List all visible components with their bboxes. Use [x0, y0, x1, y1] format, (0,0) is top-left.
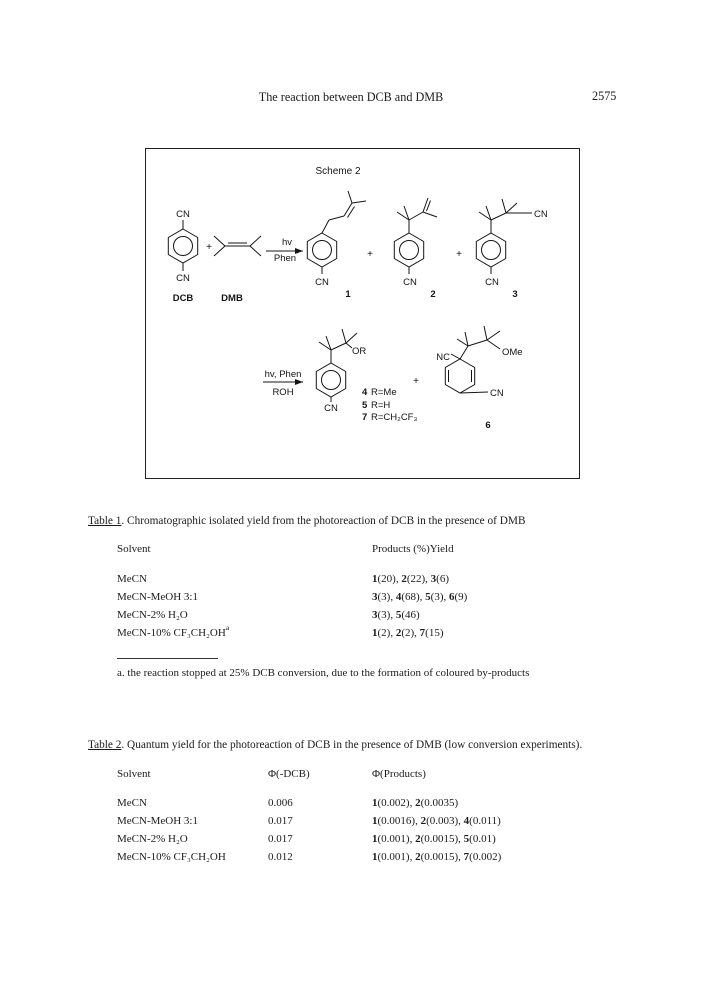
compound-number: 2: [420, 815, 427, 827]
table-row: [117, 830, 501, 848]
bond: [342, 329, 346, 343]
solvent-cell: [117, 812, 268, 830]
product-value: (0.002): [377, 797, 410, 809]
product-value: (0.011): [469, 815, 501, 827]
reaction-arrow-2: [263, 369, 303, 398]
bond: [468, 340, 487, 346]
table-1-caption-text: . Chromatographic isolated yield from the photoreaction of DCB in the presence of DMB: [121, 515, 526, 527]
products-cell: [372, 570, 467, 588]
bond: [344, 203, 352, 216]
compound-number: 6: [485, 420, 491, 431]
product-entry: [390, 591, 419, 603]
double-bond-line: [427, 201, 431, 212]
product-value: (0.001): [377, 851, 410, 863]
product-value: (2): [401, 627, 415, 639]
product-value: (15): [425, 627, 444, 639]
compound-number: 3: [430, 573, 437, 585]
column-header-products: Products (%)Yield: [372, 543, 454, 555]
bond: [214, 246, 225, 256]
product-entry: [372, 797, 410, 809]
products-cell: [372, 848, 501, 866]
product-entry: [425, 573, 449, 585]
compound-number: 7: [419, 627, 426, 639]
arrow-condition-above: hv: [281, 237, 293, 248]
cyano-label: CN: [485, 277, 499, 288]
compound-number: 2: [415, 797, 421, 809]
compound-number: 5: [362, 400, 368, 411]
product-entry: [458, 815, 501, 827]
product-value: (0.002): [469, 851, 502, 863]
phi-dcb-value: 0.006: [268, 797, 293, 809]
r-group-definition: R=CH₂CF₃: [371, 412, 418, 423]
column-header-phi-products: Φ(Products): [372, 768, 426, 780]
product-entry: [390, 609, 419, 621]
table-row: [117, 588, 467, 606]
product-value: (46): [401, 609, 420, 621]
product-2-structure: [394, 198, 437, 300]
benzene-ring: [316, 363, 345, 397]
solvent-cell: [117, 588, 372, 606]
table-row: [117, 570, 467, 588]
compound-number: 2: [415, 851, 421, 863]
bond: [250, 236, 261, 246]
arrow-condition-below: Phen: [273, 253, 297, 264]
bond: [329, 216, 344, 220]
table-2-caption-text: . Quantum yield for the photoreaction of DCB in the presence of DMB (low conversion experiments).: [121, 739, 583, 751]
product-4-5-7-structure: [316, 329, 417, 423]
table-header-row: [117, 540, 454, 558]
product-entry: [458, 851, 501, 863]
plus-sign: +: [413, 376, 419, 387]
bond: [331, 343, 346, 350]
product-entry: [372, 573, 396, 585]
product-value: (0.0035): [420, 797, 459, 809]
compound-number: 1: [372, 833, 378, 845]
products-cell: [372, 830, 501, 848]
table-row: [117, 624, 467, 642]
compound-number: 4: [362, 387, 368, 398]
running-title: The reaction between DCB and DMB: [258, 90, 444, 104]
product-value: (20): [377, 573, 396, 585]
bond: [487, 331, 500, 340]
bond: [250, 246, 261, 256]
product-entry: [396, 573, 425, 585]
bond: [451, 354, 460, 359]
product-entry: [372, 815, 415, 827]
column-header-solvent: Solvent: [117, 768, 151, 780]
compound-number: 7: [463, 851, 470, 863]
cyano-label: CN: [490, 388, 504, 399]
compound-number: 1: [372, 851, 378, 863]
compound-number: 3: [372, 591, 378, 603]
cyclohexadiene-ring: [445, 359, 474, 393]
cyano-label: CN: [324, 403, 338, 414]
solvent-name: MeCN-MeOH 3:1: [117, 591, 198, 603]
product-entry: [410, 833, 459, 845]
plus-sign: +: [367, 249, 373, 260]
solvent-cell: [117, 624, 372, 642]
product-6-structure: [436, 326, 522, 431]
cyano-label: CN: [315, 277, 329, 288]
bond: [491, 213, 506, 220]
product-value: (3): [377, 609, 391, 621]
cyano-label: CN: [176, 209, 190, 220]
solvent-cell: [117, 570, 372, 588]
compound-number: 1: [345, 289, 351, 300]
product-value: (0.0015): [420, 851, 459, 863]
product-value: (0.0015): [420, 833, 459, 845]
product-entry: [415, 815, 458, 827]
table-row: [117, 794, 501, 812]
product-value: (9): [454, 591, 468, 603]
bond: [346, 333, 357, 343]
product-entry: [372, 851, 410, 863]
compound-number: 2: [430, 289, 436, 300]
product-entry: [410, 851, 459, 863]
phi-dcb-value: 0.017: [268, 815, 293, 827]
compound-number: 7: [362, 412, 368, 423]
plus-sign: +: [206, 242, 212, 253]
table-2-header: [117, 765, 426, 783]
dcb-structure: [168, 209, 197, 304]
table-row: [117, 848, 501, 866]
solvent-name: MeCN: [117, 573, 147, 585]
product-entry: [420, 591, 444, 603]
product-entry: [372, 833, 410, 845]
compound-number: 5: [463, 833, 470, 845]
compound-number: 5: [395, 609, 402, 621]
product-value: (3): [430, 591, 444, 603]
products-cell: [372, 588, 467, 606]
product-value: (3): [377, 591, 391, 603]
compound-number: 2: [415, 833, 421, 845]
bond: [502, 199, 506, 213]
nitrile-label: NC: [436, 352, 450, 363]
product-1-structure: [307, 191, 366, 300]
compound-number: 4: [463, 815, 470, 827]
table-header-row: [117, 765, 426, 783]
r-group-definition: R=Me: [371, 387, 397, 398]
table-2-caption: [88, 736, 582, 754]
product-entry: [372, 627, 390, 639]
product-entry: [410, 797, 459, 809]
compound-number: 1: [372, 797, 378, 809]
compound-number: 5: [425, 591, 431, 603]
compound-number: 3: [372, 609, 378, 621]
product-value: (6): [436, 573, 449, 585]
bond: [214, 236, 225, 246]
footnote-marker: a: [225, 623, 230, 632]
reaction-arrow-1: [266, 237, 303, 264]
cyano-label: CN: [534, 209, 548, 220]
benzene-ring: [476, 233, 505, 267]
phi-dcb-value: 0.017: [268, 833, 293, 845]
solvent-name: MeCN: [117, 797, 147, 809]
methoxy-label: OMe: [502, 347, 523, 358]
product-value: (0.0016): [377, 815, 416, 827]
solvent-cell: [117, 848, 268, 866]
compound-number: 1: [372, 627, 378, 639]
ether-substituent-label: OR: [352, 346, 367, 357]
compound-number: 4: [395, 591, 402, 603]
scheme-title: Scheme 2: [315, 166, 361, 177]
arrow-condition-above: hv, Phen: [264, 369, 302, 380]
dcb-label: DCB: [172, 293, 194, 304]
bond: [409, 212, 423, 220]
compound-number: 6: [448, 591, 455, 603]
bond: [460, 346, 468, 359]
bond: [460, 392, 488, 393]
product-value: (0.001): [377, 833, 410, 845]
product-value: (2): [377, 627, 391, 639]
product-entry: [372, 609, 390, 621]
solvent-cell: [117, 794, 268, 812]
scheme-frame: [146, 149, 580, 479]
arrow-condition-below: ROH: [272, 387, 294, 398]
page-number: 2575: [592, 89, 617, 103]
cyano-label: CN: [176, 273, 190, 284]
product-value: (22): [406, 573, 426, 585]
dmb-structure: [214, 236, 261, 304]
bond: [487, 340, 500, 349]
column-header-solvent: Solvent: [117, 543, 151, 555]
solvent-cell: [117, 830, 268, 848]
bond: [484, 326, 487, 340]
solvent-name: MeCN-2% H₂O: [117, 609, 188, 621]
table-1-caption: [88, 512, 526, 530]
table-1-label: Table 1: [88, 515, 122, 527]
products-cell: [372, 606, 467, 624]
footnote-divider: [117, 658, 218, 659]
table-1-header: [117, 540, 454, 558]
cyano-label: CN: [403, 277, 417, 288]
solvent-name: MeCN-10% CF₃CH₂OH: [117, 851, 226, 863]
products-cell: [372, 794, 501, 812]
benzene-ring: [307, 233, 336, 267]
phi-dcb-value: 0.012: [268, 851, 293, 863]
plus-sign: +: [456, 249, 462, 260]
benzene-ring: [394, 233, 423, 267]
product-entry: [458, 833, 496, 845]
product-entry: [414, 627, 443, 639]
products-cell: [372, 624, 467, 642]
solvent-cell: [117, 606, 372, 624]
table-row: [117, 812, 501, 830]
product-3-structure: [476, 199, 548, 300]
product-entry: [390, 627, 414, 639]
compound-number: 2: [395, 627, 402, 639]
table-1-footnote: a. the reaction stopped at 25% DCB conversion, due to the formation of coloured by-products: [117, 667, 530, 679]
compound-number: 1: [372, 815, 378, 827]
compound-number: 3: [512, 289, 518, 300]
product-value: (0.003): [426, 815, 459, 827]
product-entry: [372, 591, 390, 603]
column-header-phi-dcb: Φ(-DCB): [268, 768, 310, 780]
compound-number: 2: [401, 573, 407, 585]
bond: [352, 201, 366, 203]
bond: [506, 203, 517, 213]
scheme-2-diagram: [145, 148, 581, 480]
benzene-ring: [168, 229, 197, 263]
solvent-name: MeCN-10% CF₃CH₂OH: [117, 627, 226, 639]
products-cell: [372, 812, 501, 830]
solvent-name: MeCN-MeOH 3:1: [117, 815, 198, 827]
compound-number: 1: [372, 573, 378, 585]
product-entry: [443, 591, 467, 603]
table-2-label: Table 2: [88, 739, 122, 751]
product-value: (0.01): [469, 833, 496, 845]
r-group-definition: R=H: [371, 400, 391, 411]
table-2-body: [117, 794, 501, 866]
bond: [322, 220, 329, 233]
solvent-name: MeCN-2% H₂O: [117, 833, 188, 845]
table-row: [117, 606, 467, 624]
product-value: (68): [401, 591, 420, 603]
bond: [348, 191, 352, 203]
dmb-label: DMB: [221, 293, 243, 304]
table-1-body: [117, 570, 467, 642]
bond: [423, 212, 437, 217]
